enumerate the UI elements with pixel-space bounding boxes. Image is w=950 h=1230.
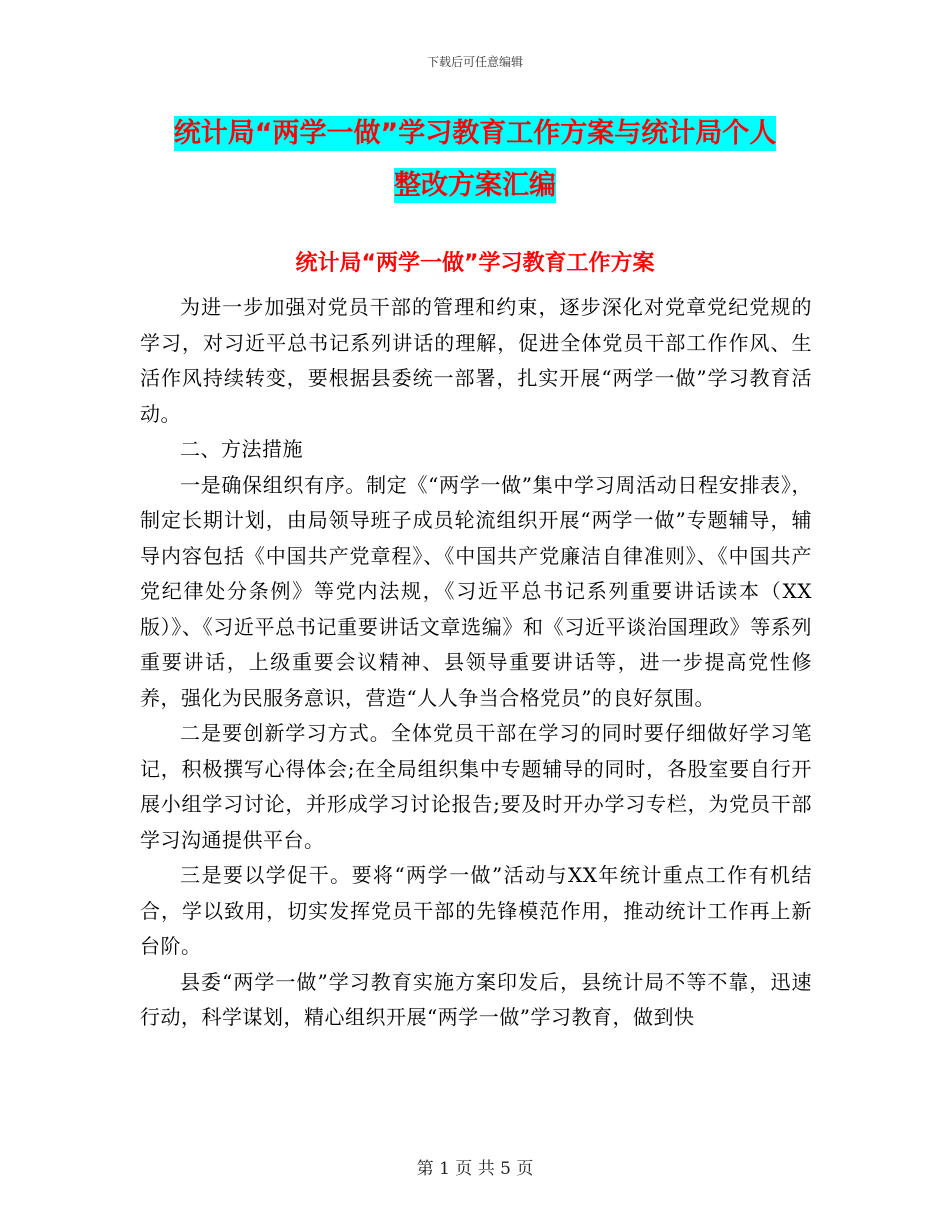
- title-line-1: 统计局“两学一做”学习教育工作方案与统计局个人: [173, 118, 777, 149]
- paragraph: 县委“两学一做”学习教育实施方案印发后，县统计局不等不靠，迅速行动，科学谋划，精心组织开展“两学一做”学习教育，做到快: [140, 969, 812, 1029]
- paragraph: 二是要创新学习方式。全体党员干部在学习的同时要仔细做好学习笔记，积极撰写心得体会;在全局组织集中专题辅导的同时，各股室要自行开展小组学习讨论，并形成学习讨论报告;要及时开办学习专栏，为党员干部学习沟通提供平台。: [140, 721, 812, 852]
- header-note: 下载后可任意编辑: [426, 55, 523, 69]
- page-number-footer: 第 1 页 共 5 页: [416, 1159, 534, 1179]
- document-body: [140, 290, 812, 1036]
- document-title: [0, 108, 950, 212]
- paragraph: 一是确保组织有序。制定《“两学一做”集中学习周活动日程安排表》，制定长期计划，由局领导班子成员轮流组织开展“两学一做”专题辅导，辅导内容包括《中国共产党章程》、《中国共产党廉洁自律准则》、《中国共产党纪律处分条例》等党内法规，《习近平总书记系列重要讲话读本（XX版）》、《习近平总书记重要讲话文章选编》和《习近平谈治国理政》等系列重要讲话，上级重要会议精神、县领导重要讲话等，进一步提高党性修养，强化为民服务意识，营造“人人争当合格党员”的良好氛围。: [140, 472, 812, 710]
- paragraph: 二、方法措施: [180, 437, 303, 461]
- title-line-2: 整改方案汇编: [394, 170, 556, 201]
- paragraph: 三是要以学促干。要将“两学一做”活动与XX年统计重点工作有机结合，学以致用，切实发挥党员干部的先锋模范作用，推动统计工作再上新台阶。: [140, 863, 812, 958]
- paragraph: 为进一步加强对党员干部的管理和约束，逐步深化对党章党纪党规的学习，对习近平总书记系列讲话的理解，促进全体党员干部工作作风、生活作风持续转变，要根据县委统一部署，扎实开展“两学一做”学习教育活动。: [140, 295, 812, 426]
- section-title: 统计局“两学一做”学习教育工作方案: [295, 251, 655, 276]
